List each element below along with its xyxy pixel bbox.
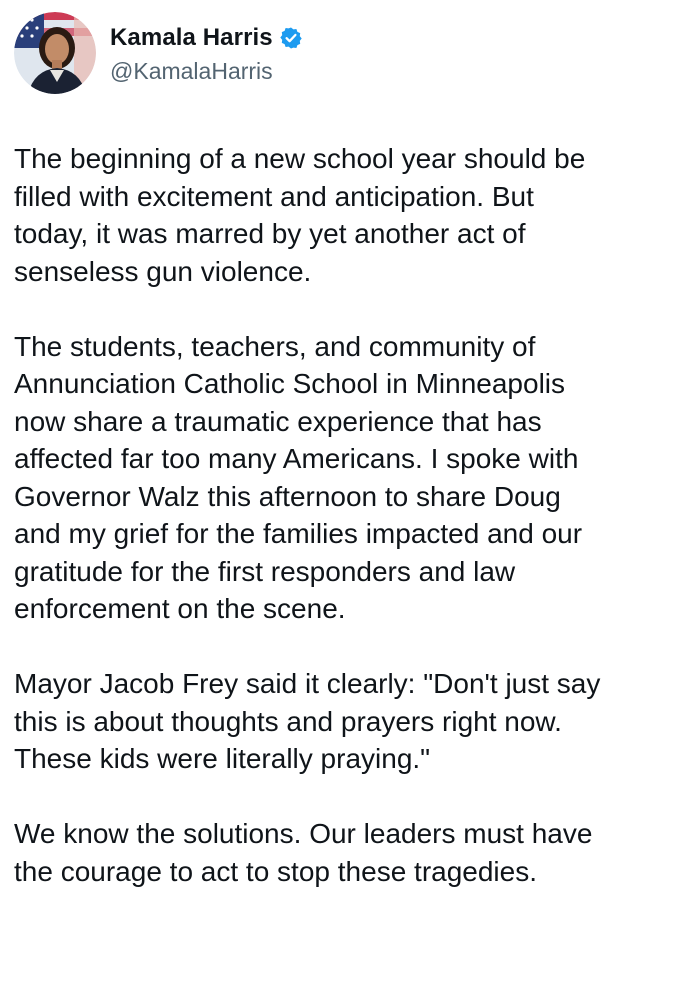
post-paragraph-3: Mayor Jacob Frey said it clearly: "Don't just say this is about thoughts and prayers right now. These kids were literally praying." bbox=[14, 668, 601, 774]
post-header bbox=[14, 10, 303, 96]
author-name[interactable]: Kamala Harris bbox=[110, 23, 273, 51]
post-paragraph-1: The beginning of a new school year should be filled with excitement and anticipation. But today, it was marred by yet another act of senseless gun violence. bbox=[14, 143, 586, 287]
post-paragraph-2: The students, teachers, and community of Annunciation Catholic School in Minneapolis now share a traumatic experience that has affected far too many Americans. I spoke with Governor Walz this afternoon to share Doug and my grief for the families impacted and our gratitude for the first responders and law enforcement on the scene. bbox=[14, 330, 583, 624]
avatar-image bbox=[14, 12, 96, 94]
post-text bbox=[14, 140, 674, 890]
verified-badge-icon bbox=[279, 26, 303, 50]
author-block bbox=[110, 22, 303, 85]
name-row bbox=[110, 22, 303, 54]
post-paragraph-4: We know the solutions. Our leaders must have the courage to act to stop these tragedies. bbox=[14, 818, 593, 887]
author-handle[interactable]: @KamalaHarris bbox=[110, 57, 273, 84]
avatar[interactable] bbox=[14, 12, 96, 94]
